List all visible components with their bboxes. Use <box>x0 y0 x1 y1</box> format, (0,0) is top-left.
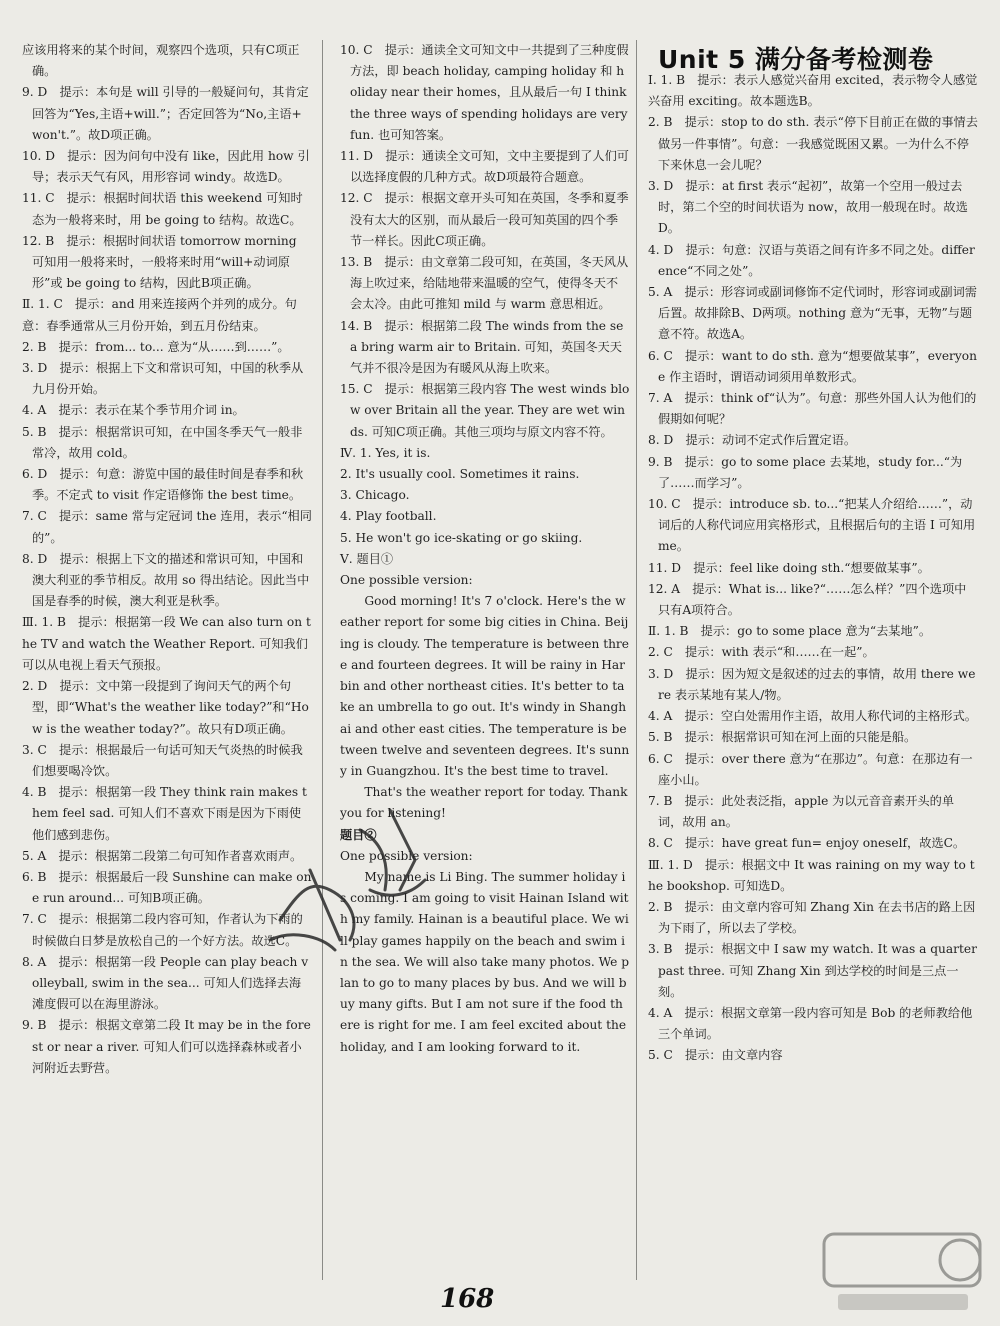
column1-entry: 7. C 提示：根据第二段内容可知，作者认为下雨的时候做白日梦是放松自己的一个好方法。故选C。 <box>22 912 303 948</box>
column1-entry: 9. D 提示：本句是 will 引导的一般疑问句，其肯定回答为“Yes,主语+will.”；否定回答为“No,主语+won't.”。故D项正确。 <box>22 85 309 142</box>
column1-entry: 8. A 提示：根据第一段 People can play beach volleyball, swim in the sea... 可知人们选择去海滩度假可以在海里游泳。 <box>22 954 309 1012</box>
column3-entry: 4. A 提示：空白处需用作主语，故用人称代词的主格形式。 <box>648 709 977 724</box>
column2-entry: One possible version: <box>340 573 473 588</box>
column2-entry: 15. C 提示：根据第三段内容 The west winds blow over Britain all the year. They are wet winds. 可知C项正确。其他三项均与原文内容不符。 <box>340 382 630 439</box>
column1-entry: 5. B 提示：根据常识可知，在中国冬季天气一般非常冷，故用 cold。 <box>22 424 303 460</box>
column1-entry: 11. C 提示：根据时间状语 this weekend 可知时态为一般将来时，用 be going to 结构。故选C。 <box>22 191 303 227</box>
unit-title: Unit 5 满分备考检测卷 <box>658 45 934 74</box>
column3-entry: Ⅰ. 1. B 提示：表示人感觉兴奋用 excited，表示物令人感觉兴奋用 exciting。故本题选B。 <box>648 73 978 109</box>
column1-entry: 9. B 提示：根据文章第二段 It may be in the forest or near a river. 可知人们可以选择森林或者小河附近去野营。 <box>22 1018 311 1075</box>
column1-entry: Ⅱ. 1. C 提示：and 用来连接两个并列的成分。句意：春季通常从三月份开始，到五月份结束。 <box>22 297 297 333</box>
column2-entry: One possible version: <box>340 848 473 863</box>
column3-entry: 2. B 提示：由文章内容可知 Zhang Xin 在去书店的路上因为下雨了，所以去了学校。 <box>648 899 976 936</box>
column2-entry: 2. It's usually cool. Sometimes it rains. <box>340 467 580 482</box>
column2-entry: Ⅴ. 题目① <box>340 551 394 566</box>
column1-entry: Ⅲ. 1. B 提示：根据第一段 We can also turn on the TV and watch the Weather Report. 可知我们可以从电视上看天气预报。 <box>22 615 311 672</box>
column1-entry: 4. A 提示：表示在某个季节用介词 in。 <box>22 403 245 418</box>
column3-entry: 3. B 提示：根据文中 I saw my watch. It was a quarter past three. 可知 Zhang Xin 到达学校的时间是三点一刻。 <box>648 942 977 999</box>
column1-entry: 3. D 提示：根据上下文和常识可知，中国的秋季从九月份开始。 <box>22 361 304 397</box>
column2-entry: 14. B 提示：根据第二段 The winds from the sea bring warm air to Britain. 可知，英国冬天天气并不很冷是因为有暖风从海上吹来。 <box>340 318 624 376</box>
column1-entry: 2. B 提示：from... to... 意为“从……到……”。 <box>22 339 290 354</box>
column3-entry: Ⅲ. 1. D 提示：根据文中 It was raining on my way to the bookshop. 可知选D。 <box>648 857 975 893</box>
column1-entry: 5. A 提示：根据第二段第二句可知作者喜欢雨声。 <box>22 848 303 863</box>
column3-entry: 11. D 提示：feel like doing sth.“想要做某事”。 <box>648 560 930 575</box>
column2-entry: Ⅳ. 1. Yes, it is. <box>340 445 431 460</box>
column2-entry: 题目② <box>340 827 377 842</box>
column3-entry: 2. B 提示：stop to do sth. 表示“停下目前正在做的事情去做另一件事情”。句意：一我感觉既困又累。一为什么不停下来休息一会儿呢？ <box>648 115 978 172</box>
column3-entry: 10. C 提示：introduce sb. to...“把某人介绍给……”，动词后的人称代词应用宾格形式，且根据后句的主语 I 可知用 me。 <box>648 497 976 554</box>
column1-entry: 6. D 提示：句意：游览中国的最佳时间是春季和秋季。不定式 to visit 作定语修饰 the best time。 <box>22 467 304 503</box>
column3-entry: 8. C 提示：have great fun= enjoy oneself，故选C。 <box>648 836 966 851</box>
column3-entry: 6. C 提示：want to do sth. 意为“想要做某事”，everyone 作主语时，谓语动词须用单数形式。 <box>648 348 977 384</box>
page-number: 168 <box>440 1284 495 1314</box>
column3-entry: 9. B 提示：go to some place 去某地，study for...“为了……而学习”。 <box>648 454 963 490</box>
column1-entry: 4. B 提示：根据第一段 They think rain makes them feel sad. 可知人们不喜欢下雨是因为下雨使他们感到悲伤。 <box>22 785 307 842</box>
column2-entry: 5. He won't go ice-skating or go skiing. <box>340 530 583 545</box>
column3-entry: 3. D 提示：at first 表示“起初”，故第一个空用一般过去时，第二个空的时间状语为 now，故用一般现在时。故选D。 <box>648 179 968 236</box>
column3-entry: Ⅱ. 1. B 提示：go to some place 意为“去某地”。 <box>648 624 932 639</box>
column1-entry: 2. D 提示：文中第一段提到了询问天气的两个句型，即“What's the weather like today?”和“How is the weather today?”。故只有D项正确。 <box>22 679 309 736</box>
answer-column-3 <box>648 70 978 1067</box>
column1-entry: 3. C 提示：根据最后一句话可知天气炎热的时候我们想要喝冷饮。 <box>22 742 303 778</box>
column1-entry: 10. D 提示：因为问句中没有 like，因此用 how 引导；表示天气有风，用形容词 windy。故选D。 <box>22 149 310 185</box>
site-watermark-logo <box>818 1228 988 1318</box>
column3-entry: 2. C 提示：with 表示“和……在一起”。 <box>648 645 875 660</box>
column1-entry: 7. C 提示：same 常与定冠词 the 连用，表示“相同的”。 <box>22 509 312 545</box>
column-divider-left <box>322 40 323 1280</box>
column1-entry: 12. B 提示：根据时间状语 tomorrow morning 可知用一般将来时，一般将来时用“will+动词原形”或 be going to 结构，因此B项正确。 <box>22 233 297 291</box>
column3-entry: 7. A 提示：think of“认为”。句意：那些外国人认为他们的假期如何呢？ <box>648 391 977 427</box>
column3-entry: 4. A 提示：根据文章第一段内容可知是 Bob 的老师教给他三个单词。 <box>648 1005 973 1042</box>
column3-entry: 6. C 提示：over there 意为“在那边”。句意：在那边有一座小山。 <box>648 751 973 787</box>
column2-entry: 12. C 提示：根据文章开头可知在英国，冬季和夏季没有太大的区别，而从最后一段可知英国的四个季节一样长。因此C项正确。 <box>340 191 629 248</box>
column2-entry: 13. B 提示：由文章第二段可知，在英国，冬天风从海上吹过来，给陆地带来温暖的空气，使得冬天不会太冷。由此可推知 mild 与 warm 意思相近。 <box>340 255 629 312</box>
column3-entry: 4. D 提示：句意：汉语与英语之间有许多不同之处。difference“不同之处”。 <box>648 242 975 278</box>
column3-entry: 8. D 提示：动词不定式作后置定语。 <box>648 433 857 448</box>
column1-entry: 应该用将来的某个时间，观察四个选项，只有C项正确。 <box>22 43 300 79</box>
column3-entry: 5. C 提示：由文章内容 <box>648 1048 783 1063</box>
column3-entry: 5. A 提示：形容词或副词修饰不定代词时，形容词或副词需后置。故排除B、D两项。nothing 意为“无事，无物”与题意不符。故选A。 <box>648 285 977 342</box>
column1-entry: 6. B 提示：根据最后一段 Sunshine can make one run around... 可知B项正确。 <box>22 869 312 906</box>
column2-entry: 3. Chicago. <box>340 488 410 503</box>
column2-entry: That's the weather report for today. Thank you for listening! <box>340 785 628 821</box>
column3-entry: 12. A 提示：What is... like?“……怎么样？”四个选项中只有A项符合。 <box>648 581 967 618</box>
column3-entry: 5. B 提示：根据常识可知在河上面的只能是船。 <box>648 730 917 745</box>
column2-entry: My name is Li Bing. The summer holiday is coming. I am going to visit Hainan Island with my family. Hainan is a beautiful place. We will play games happily on the beach and swim in the sea. We will also take many photos. We plan to go to many places by bus. And we will buy many gifts. But I am not sure if the food there is right for me. I am feel excited about the holiday, and I am looking forward to it. <box>340 869 629 1054</box>
answer-column-1 <box>22 40 312 1079</box>
column2-entry: Good morning! It's 7 o'clock. Here's the weather report for some big cities in China. Beijing is cloudy. The temperature is between three and fourteen degrees. It will be rainy in Harbin and other northeast cities. It's better to take an umbrella to go out. It's windy in Shanghai and other east cities. The temperature is between twelve and seventeen degrees. It's sunny in Guangzhou. It's the best time to travel. <box>340 594 630 778</box>
column2-entry: 10. C 提示：通读全文可知文中一共提到了三种度假方法，即 beach holiday, camping holiday 和 holiday near their homes，且从最后一句 I think the three ways of spending holidays are very fun. 也可知答案。 <box>340 43 629 142</box>
column2-entry: 4. Play football. <box>340 509 437 524</box>
column3-entry: 3. D 提示：因为短文是叙述的过去的事情，故用 there were 表示某地有某人/物。 <box>648 666 976 702</box>
column2-entry: 11. D 提示：通读全文可知，文中主要提到了人们可以选择度假的几种方式。故D项最符合题意。 <box>340 149 629 185</box>
column1-entry: 8. D 提示：根据上下文的描述和常识可知，中国和澳大利亚的季节相反。故用 so 得出结论。因此当中国是春季的时候，澳大利亚是秋季。 <box>22 551 310 609</box>
column3-entry: 7. B 提示：此处表泛指，apple 为以元音音素开头的单词，故用 an。 <box>648 793 955 830</box>
answer-column-2 <box>340 40 630 1058</box>
column-divider-right <box>636 40 637 1280</box>
